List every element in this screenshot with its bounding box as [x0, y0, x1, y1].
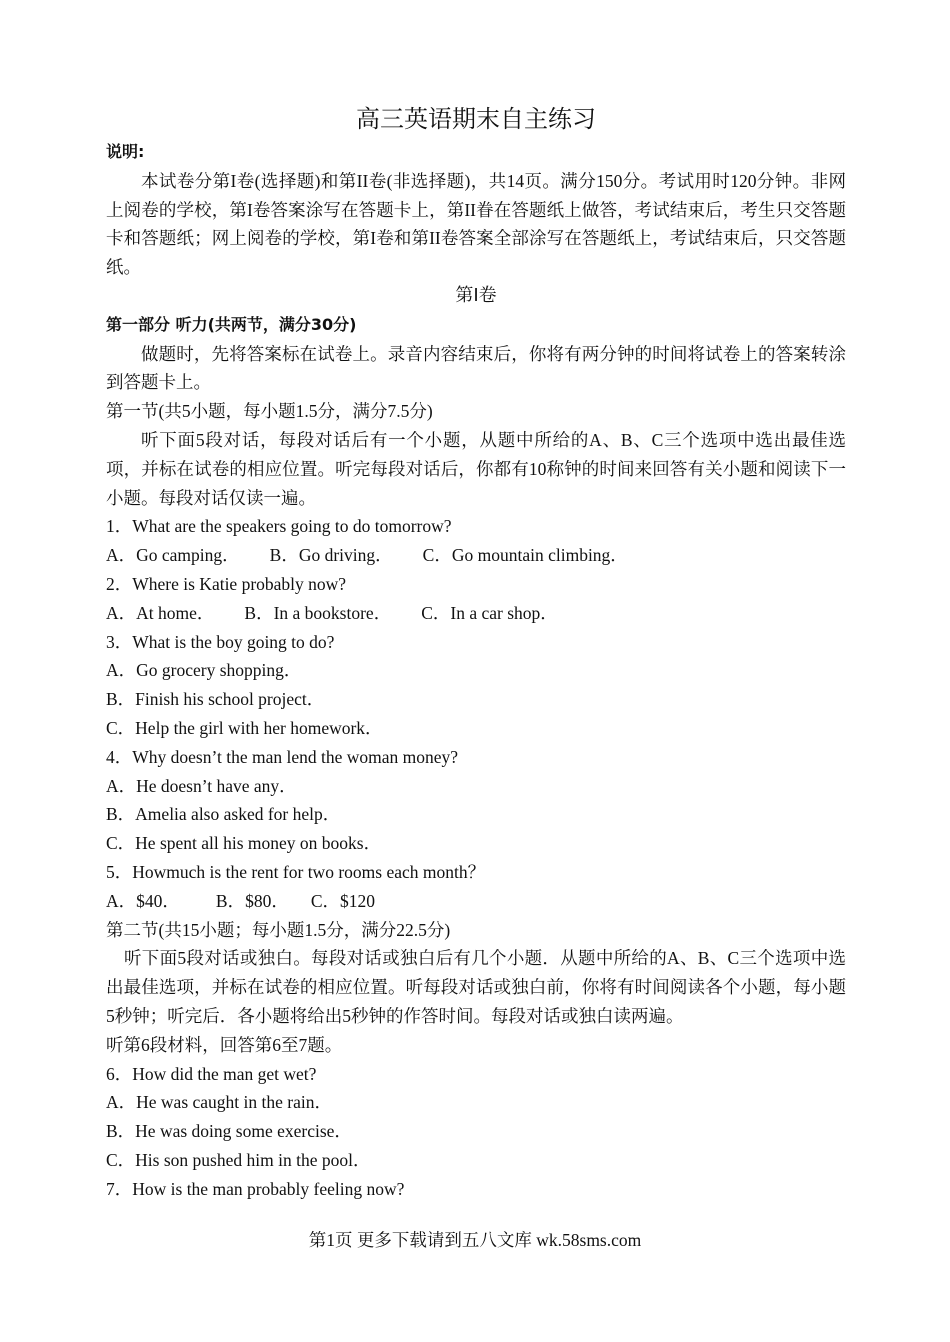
- question-7: 7．How is the man probably feeling now?: [106, 1178, 405, 1199]
- question-6: 6．How did the man get wet?: [106, 1063, 317, 1084]
- question-1-options: [106, 541, 846, 570]
- exam-page: [106, 102, 846, 1203]
- option-a: A．At home．: [106, 602, 215, 623]
- question-5: 5．Howmuch is the rent for two rooms each month？: [106, 861, 486, 882]
- option-c: C．$120: [310, 890, 376, 911]
- option-b: B．In a bookstore．: [244, 602, 392, 623]
- question-3: 3．What is the boy going to do?: [106, 631, 335, 652]
- page-footer: 第1页 更多下载请到五八文库 wk.58sms.com: [308, 1230, 642, 1250]
- question-2: 2．Where is Katie probably now?: [106, 573, 347, 594]
- material-note: 听第6段材料，回答第6至7题。: [106, 1034, 343, 1055]
- question-2-options: [106, 599, 846, 628]
- option-a: A．Go grocery shopping．: [106, 660, 302, 681]
- option-c: C．Go mountain climbing．: [422, 545, 628, 566]
- part1-intro: 做题时，先将答案标在试卷上。录音内容结束后，你将有两分钟的时间将试卷上的答案转涂到答题卡上。: [106, 343, 846, 393]
- instructions-label: 说明:: [106, 142, 145, 161]
- option-c: C．Help the girl with her homework．: [106, 717, 383, 738]
- option-a: A．$40．: [106, 890, 180, 911]
- option-c: C．He spent all his money on books．: [106, 833, 382, 854]
- part1-heading: 第一部分 听力(共两节，满分30分): [106, 314, 357, 334]
- option-a: A．He was caught in the rain．: [106, 1092, 332, 1113]
- section2-intro: 听下面5段对话或独白。每段对话或独白后有几个小题．从题中所给的A、B、C三个选项中选出最佳选项，并标在试卷的相应位置。听每段对话或独白前，你将有时间阅读各个小题，每小题5秒钟；听完后．各小题将给出5秒钟的作答时间。每段对话或独白读两遍。: [106, 948, 846, 1026]
- section2-heading: 第二节(共15小题；每小题1.5分，满分22.5分): [106, 919, 451, 940]
- question-1: 1．What are the speakers going to do tomorrow?: [106, 516, 452, 537]
- question-5-options: [106, 887, 846, 916]
- option-b: B．Go driving．: [269, 545, 393, 566]
- option-b: B．He was doing some exercise．: [106, 1121, 352, 1142]
- volume-heading: 第Ⅰ卷: [455, 284, 497, 306]
- option-c: C．His son pushed him in the pool．: [106, 1149, 371, 1170]
- option-b: B．Amelia also asked for help．: [106, 804, 341, 825]
- page-title: 高三英语期末自主练习: [356, 105, 596, 133]
- question-4: 4．Why doesn’t the man lend the woman money?: [106, 746, 459, 767]
- section1-intro: 听下面5段对话，每段对话后有一个小题，从题中所给的A、B、C三个选项中选出最佳选项，并标在试卷的相应位置。听完每段对话后，你都有10称钟的时间来回答有关小题和阅读下一小题。每段对话仅读一遍。: [106, 429, 846, 508]
- option-c: C．In a car shop．: [421, 602, 558, 623]
- section1-heading: 第一节(共5小题，每小题1.5分，满分7.5分): [106, 401, 433, 422]
- instructions-text: 本试卷分第I卷(选择题)和第II卷(非选择题)，共14页。满分150分。考试用时120分钟。非网上阅卷的学校，第I卷答案涂写在答题卡上，第II眷在答题纸上做答，考试结束后，考生只交答题卡和答题纸；网上阅卷的学校，第I卷和第II卷答案全部涂写在答题纸上，考试结束后，只交答题纸。: [106, 170, 846, 278]
- option-a: A．Go camping．: [106, 545, 240, 566]
- option-b: B．$80．: [215, 890, 289, 911]
- option-b: B．Finish his school project．: [106, 689, 325, 710]
- option-a: A．He doesn’t have any．: [106, 775, 297, 796]
